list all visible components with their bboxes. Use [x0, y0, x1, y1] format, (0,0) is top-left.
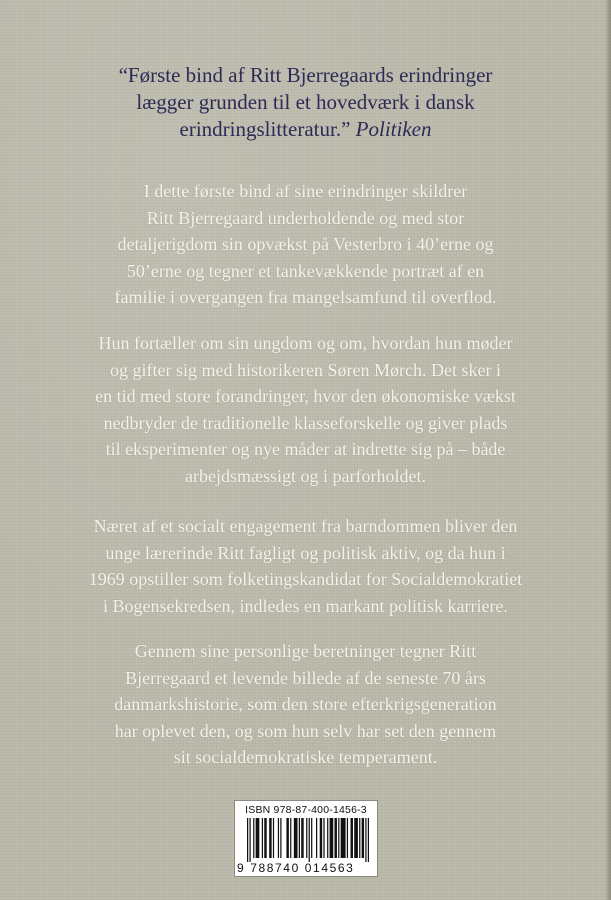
paragraph-line: Ritt Bjerregaard underholdende og med stor: [146, 207, 465, 228]
press-quote: [40, 62, 571, 143]
blurb-paragraph-3: [40, 513, 571, 619]
paragraph-line: arbejdsmæssigt og i parforholdet.: [185, 465, 426, 486]
paragraph-line: detaljerigdom sin opvækst på Vesterbro i 40’erne og: [117, 234, 494, 254]
barcode-bars-icon: [247, 818, 369, 862]
quote-line-1: “Første bind af Ritt Bjerregaards erindringer: [118, 63, 493, 87]
quote-source: Politiken: [355, 117, 432, 141]
paragraph-line: Bjerregaard et levende billede af de seneste 70 års: [125, 667, 486, 688]
paragraph-line: Næret af et socialt engagement fra barndommen bliver den: [93, 516, 518, 536]
paragraph-line: danmarkshistorie, som den store efterkrigsgeneration: [114, 694, 497, 714]
paragraph-line: nedbryder de traditionelle klasseforskelle og giver plads: [103, 412, 508, 433]
blurb-paragraph-2: [40, 330, 571, 489]
barcode-digits: 9 788740 014563: [237, 861, 355, 875]
blurb-paragraph-4: [40, 638, 571, 771]
isbn-label: ISBN 978-87-400-1456-3: [245, 804, 367, 816]
cover-edge-shadow: [605, 0, 611, 900]
paragraph-line: unge lærerinde Ritt fagligt og politisk aktiv, og da hun i: [105, 542, 506, 563]
paragraph-line: i Bogensekredsen, indledes en markant politisk karriere.: [103, 595, 508, 616]
blurb-paragraph-1: [40, 178, 571, 311]
paragraph-line: sit socialdemokratiske temperament.: [173, 747, 438, 767]
quote-line-2: lægger grunden til et hovedværk i dansk: [136, 90, 475, 114]
paragraph-line: en tid med store forandringer, hvor den økonomiske vækst: [95, 386, 516, 406]
quote-line-3-text: erindringslitteratur.”: [179, 117, 351, 141]
paragraph-line: til eksperimenter og nye måder at indrette sig på – både: [105, 439, 506, 459]
paragraph-line: Gennem sine personlige beretninger tegner Ritt: [134, 641, 477, 661]
paragraph-line: familie i overgangen fra mangelsamfund til overflod.: [114, 287, 497, 307]
isbn-barcode: [234, 800, 378, 877]
paragraph-line: har oplevet den, og som hun selv har set den gennem: [114, 720, 497, 741]
paragraph-line: og gifter sig med historikeren Søren Mørch. Det sker i: [110, 359, 501, 380]
paragraph-line: I dette første bind af sine erindringer skildrer: [143, 181, 468, 201]
paragraph-line: Hun fortæller om sin ungdom og om, hvordan hun møder: [98, 333, 513, 353]
paragraph-line: 50’erne og tegner et tankevækkende portræt af en: [126, 260, 485, 281]
quote-line-3: [40, 116, 571, 143]
paragraph-line: 1969 opstiller som folketingskandidat for Socialdemokratiet: [88, 569, 523, 589]
